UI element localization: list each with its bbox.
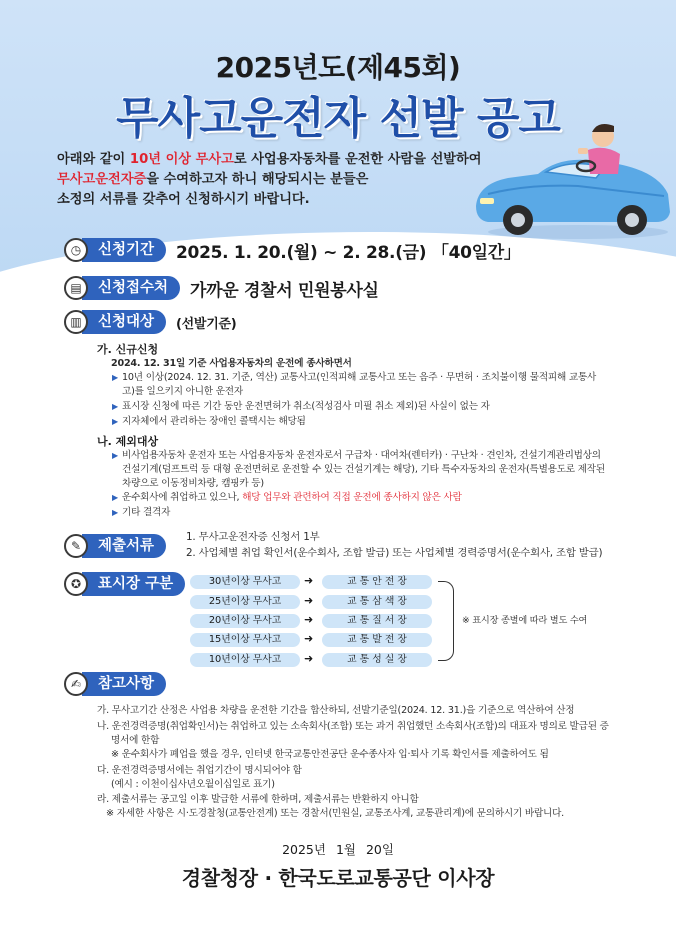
exclusion-item: ▶ 운수회사에 취업하고 있으나, 해당 업무와 관련하여 직접 운전에 종사하지 않은 사람 [122, 491, 462, 505]
badge-pill: 교 통 삼 색 장 [322, 595, 432, 609]
section-target [64, 310, 236, 334]
years-pill: 25년이상 무사고 [190, 595, 300, 609]
announcement-date: 2025년 1월 20일 [282, 842, 394, 857]
exclusion-item-cont: 건설기계(덤프트럭 등 대형 운전면허로 운전할 수 있는 건설기계는 해당), 기타 특수자동차의 운전자(특별용도로 제작된 [122, 464, 605, 475]
building-icon: ▤ [64, 276, 88, 300]
section-notes [64, 672, 166, 696]
arrow-icon: ➜ [304, 613, 314, 626]
note-line: ※ 자세한 사항은 시·도경찰청(교통안전계) 또는 경찰서(민원실, 교통조사계, 교통관리계)에 문의하시기 바랍니다. [106, 808, 565, 819]
section-period [64, 238, 521, 262]
bracket [438, 581, 454, 661]
target-label: 신청대상 [82, 310, 166, 334]
arrow-icon: ➜ [304, 594, 314, 607]
new-intro: 2024. 12. 31일 기준 사업용자동차의 운전에 종사하면서 [111, 358, 352, 369]
note-line: 명서에 한함 [111, 735, 160, 746]
section-office [64, 276, 379, 300]
pencil-icon: ✎ [64, 534, 88, 558]
intro-text: 아래와 같이 10년 이상 무사고로 사업용자동차를 운전한 사람을 선발하여 무사고운전자증을 수여하고자 하니 해당되시는 분들은 소정의 서류를 갖추어 신청하시기 바랍니다. [57, 152, 482, 207]
badge-pill: 교 통 발 전 장 [322, 633, 432, 647]
badge-pill: 교 통 질 서 장 [322, 614, 432, 628]
page-title: 무사고운전자 선발 공고 [116, 93, 560, 144]
section-badge [64, 572, 185, 596]
badge-pill: 교 통 성 실 장 [322, 653, 432, 667]
office-value: 가까운 경찰서 민원봉사실 [190, 280, 379, 301]
exclusion-item-cont: 차량으로 이동정비차량, 캠핑카 등) [122, 478, 264, 489]
exclusion-item: ▶ 기타 결격자 [122, 506, 170, 520]
period-value: 2025. 1. 20.(월) ~ 2. 28.(금) 「40일간」 [176, 242, 521, 263]
office-label: 신청접수처 [82, 276, 180, 300]
note-line: 나. 운전경력증명(취업확인서)는 취업하고 있는 소속회사(조합) 또는 과거 취업했던 소속회사(조합)의 대표자 명의로 발급된 증 [97, 721, 609, 732]
arrow-icon: ➜ [304, 652, 314, 665]
badge-pill: 교 통 안 전 장 [322, 575, 432, 589]
memo-icon: ✍ [64, 672, 88, 696]
badge-label: 표시장 구분 [82, 572, 185, 596]
section-docs [64, 534, 166, 558]
note-line: ※ 운수회사가 폐업을 했을 경우, 인터넷 한국교통안전공단 운수종사자 입·퇴사 기록 확인서를 제출하여도 됨 [111, 749, 549, 760]
exclusion-heading: 나. 제외대상 [97, 435, 159, 448]
note-line: (예시 : 이천이십사년오월이십일로 표기) [111, 779, 275, 790]
badge-note: ※ 표시장 종별에 따라 별도 수여 [462, 615, 588, 626]
years-pill: 15년이상 무사고 [190, 633, 300, 647]
target-note: (선발기준) [176, 316, 237, 332]
note-line: 다. 운전경력증명서에는 취업기간이 명시되어야 함 [97, 765, 302, 776]
new-item: ▶ 지자체에서 관리하는 장애인 콜택시는 해당됨 [122, 415, 306, 429]
medal-icon: ✪ [64, 572, 88, 596]
new-item-cont: 고)를 일으키지 아니한 운전자 [122, 386, 243, 397]
docs-label: 제출서류 [82, 534, 166, 558]
book-icon: ▥ [64, 310, 88, 334]
signature: 경찰청장 · 한국도로교통공단 이사장 [181, 866, 495, 890]
new-item: ▶ 표시장 신청에 따른 기간 동안 운전면허가 취소(적성검사 미필 취소 제외)된 사실이 없는 자 [122, 400, 490, 414]
years-pill: 20년이상 무사고 [190, 614, 300, 628]
years-pill: 30년이상 무사고 [190, 575, 300, 589]
new-item: ▶ 10년 이상(2024. 12. 31. 기준, 역산) 교통사고(인적피해 교통사고 또는 음주 · 무면허 · 조치불이행 물적피해 교통사 [122, 371, 596, 385]
exclusion-item: ▶ 비사업용자동차 운전자 또는 사업용자동차 운전자로서 구급차 · 대여차(렌터카) · 구난차 · 견인차, 건설기계관리법상의 [122, 449, 601, 463]
note-line: 라. 제출서류는 공고일 이후 발급한 서류에 한하며, 제출서류는 반환하지 아니함 [97, 794, 419, 805]
car-illustration [468, 114, 676, 244]
sub-title: 2025년도(제45회) [215, 51, 461, 84]
notes-label: 참고사항 [82, 672, 166, 696]
arrow-icon: ➜ [304, 574, 314, 587]
note-line: 가. 무사고기간 산정은 사업용 차량을 운전한 기간을 합산하되, 선발기준일(2024. 12. 31.)을 기준으로 역산하여 산정 [97, 705, 575, 716]
clock-icon: ◷ [64, 238, 88, 262]
new-heading: 가. 신규신청 [97, 343, 159, 356]
years-pill: 10년이상 무사고 [190, 653, 300, 667]
docs-item: 1. 무사고운전자증 신청서 1부 [186, 531, 320, 543]
docs-item: 2. 사업체별 취업 확인서(운수회사, 조합 발급) 또는 사업체별 경력증명서(운수회사, 조합 발급) [186, 547, 603, 559]
period-label: 신청기간 [82, 238, 166, 262]
arrow-icon: ➜ [304, 632, 314, 645]
